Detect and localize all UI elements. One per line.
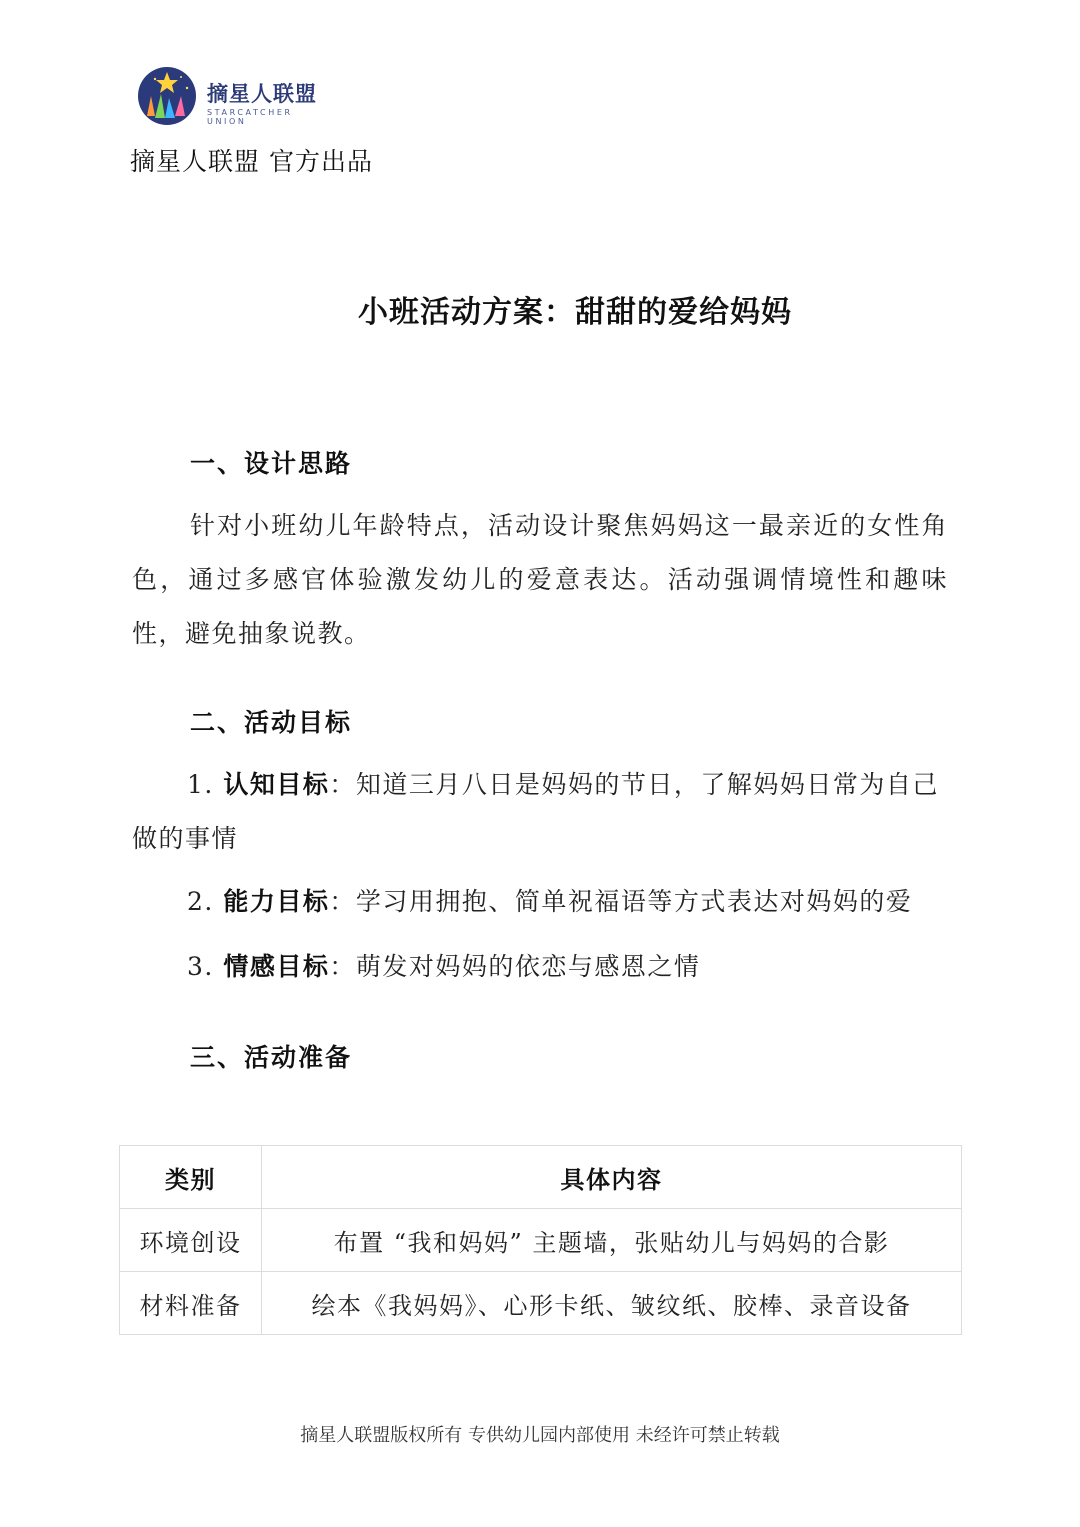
logo-subtitle: STARCATCHER UNION (207, 108, 293, 126)
publisher-line: 摘星人联盟 官方出品 (130, 147, 373, 176)
goal-separator: ： (329, 887, 356, 916)
section-heading-prep: 三、活动准备 (190, 1043, 353, 1072)
goal-text: 学习用拥抱、简单祝福语等方式表达对妈妈的爱 (355, 887, 913, 916)
goal-item (132, 940, 948, 994)
starcatcher-logo-icon (137, 66, 197, 126)
goal-text: 萌发对妈妈的依恋与感恩之情 (355, 952, 701, 981)
page-break-mask (110, 1335, 980, 1365)
goal-lead: 情感目标 (223, 952, 330, 981)
logo-name: 摘星人联盟 (207, 82, 317, 106)
table-row (120, 1272, 962, 1335)
goal-item (132, 758, 948, 866)
table-cell-content: 绘本《我妈妈》、心形卡纸、皱纹纸、胶棒、录音设备 (262, 1272, 962, 1335)
goal-separator: ： (329, 952, 356, 981)
section-heading-design: 一、设计思路 (190, 449, 353, 478)
section-heading-goals: 二、活动目标 (190, 708, 353, 737)
table-header-row (120, 1146, 962, 1209)
goal-item (132, 875, 948, 929)
goal-lead: 能力目标 (223, 887, 330, 916)
document-title: 小班活动方案：甜甜的爱给妈妈 (358, 295, 792, 330)
table-cell-category: 环境创设 (120, 1209, 262, 1272)
table-header-category: 类别 (120, 1146, 262, 1209)
goal-number: 2. (187, 887, 214, 916)
table-cell-category: 材料准备 (120, 1272, 262, 1335)
table-cell-content: 布置 “我和妈妈” 主题墙，张贴幼儿与妈妈的合影 (262, 1209, 962, 1272)
table-header-content: 具体内容 (262, 1146, 962, 1209)
design-paragraph: 针对小班幼儿年龄特点，活动设计聚焦妈妈这一最亲近的女性角色，通过多感官体验激发幼儿的爱意表达。活动强调情境性和趣味性，避免抽象说教。 (132, 511, 948, 648)
table-row (120, 1209, 962, 1272)
footer-copyright: 摘星人联盟版权所有 专供幼儿园内部使用 未经许可禁止转载 (300, 1425, 780, 1446)
preparation-table (119, 1145, 962, 1335)
goal-separator: ： (329, 770, 356, 799)
goal-number: 3. (187, 952, 214, 981)
goal-lead: 认知目标 (223, 770, 330, 799)
goal-text: 知道三月八日是妈妈的节日，了解妈妈日常为自己做的事情 (132, 770, 939, 853)
goal-number: 1. (187, 770, 214, 799)
brand-logo (137, 66, 337, 128)
